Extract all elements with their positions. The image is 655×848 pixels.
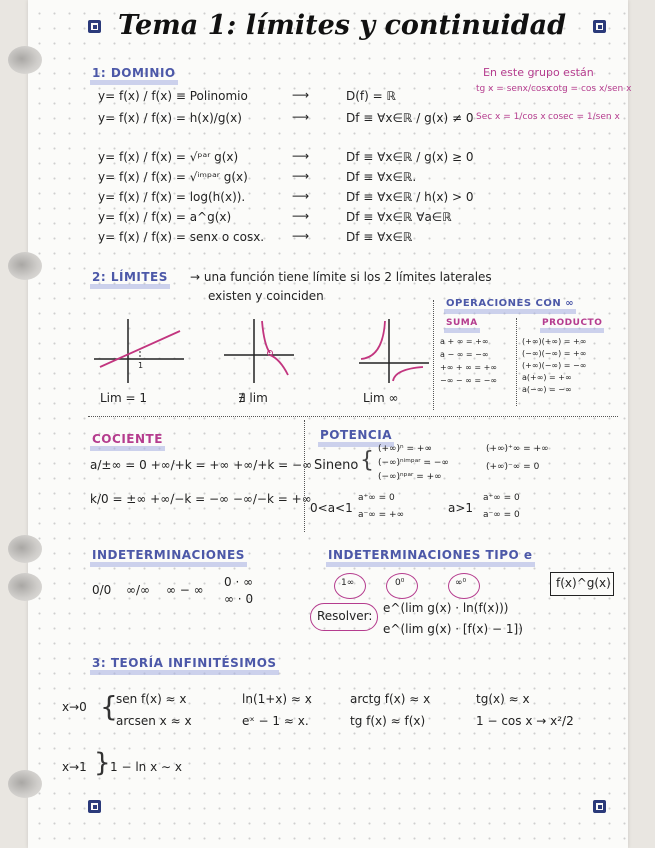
infinitesimo: 1 − ln x ∼ x bbox=[110, 760, 182, 774]
potencia-range: a>1 bbox=[448, 501, 474, 515]
infinitesimo: arcsen x ≈ x bbox=[116, 714, 192, 728]
graph-limit-exists bbox=[88, 315, 188, 387]
dominio-domain: Df ≡ ∀x∈ℝ. bbox=[346, 170, 417, 184]
infinitesimo: eˣ − 1 ≈ x. bbox=[242, 714, 309, 728]
graph-label-no-limit: ∄ lim bbox=[238, 391, 268, 405]
binder-hole bbox=[8, 535, 42, 563]
dominio-domain: Df ≡ ∀x∈ℝ / g(x) ≠ 0 bbox=[346, 111, 474, 125]
suma-rule: +∞ + ∞ = +∞ bbox=[440, 363, 497, 372]
indeterminacion-item: ∞ · 0 bbox=[224, 592, 254, 606]
indet-tipo-e-heading: INDETERMINACIONES TIPO e bbox=[326, 548, 535, 567]
producto-rule: (+∞)(−∞) = −∞ bbox=[522, 361, 587, 370]
resolver-formula: e^(lim g(x) · [f(x) − 1]) bbox=[383, 622, 523, 636]
arrow-icon: ⟶ bbox=[292, 88, 310, 102]
corner-mark-icon bbox=[593, 20, 606, 33]
graph-infinite-limit bbox=[353, 315, 433, 387]
dominio-function: y= f(x) / f(x) = senx o cosx. bbox=[98, 230, 265, 244]
binder-hole bbox=[8, 252, 42, 280]
indet-e-box-formula: f(x)^g(x) bbox=[556, 576, 611, 590]
dominio-domain: Df ≡ ∀x∈ℝ / h(x) > 0 bbox=[346, 190, 474, 204]
potencia-case: (+∞)ⁿ = +∞ bbox=[378, 444, 432, 454]
suma-rule: a − ∞ = −∞ bbox=[440, 350, 489, 359]
arrow-icon: ⟶ bbox=[292, 110, 310, 124]
potencia-right: (+∞)⁻∞ = 0 bbox=[486, 462, 540, 472]
dominio-domain: Df ≡ ∀x∈ℝ ∀a∈ℝ bbox=[346, 210, 452, 224]
dominio-domain: Df ≡ ∀x∈ℝ / g(x) ≥ 0 bbox=[346, 150, 474, 164]
producto-heading: PRODUCTO bbox=[540, 318, 604, 333]
corner-mark-icon bbox=[88, 800, 101, 813]
indeterminacion-item: ∞ − ∞ bbox=[166, 583, 204, 597]
corner-mark-icon bbox=[593, 800, 606, 813]
limites-definition: existen y coinciden bbox=[208, 289, 324, 303]
potencia-case: a⁺∞ = 0 bbox=[483, 493, 520, 503]
potencia-sineno: Sineno bbox=[314, 458, 359, 473]
cociente-rules: k/0 = ±∞ +∞/−k = −∞ −∞/−k = +∞ bbox=[90, 492, 312, 506]
divider bbox=[433, 300, 434, 410]
binder-hole bbox=[8, 770, 42, 798]
potencia-right: (+∞)⁺∞ = +∞ bbox=[486, 444, 549, 454]
cociente-heading: COCIENTE bbox=[90, 432, 165, 451]
dominio-function: y= f(x) / f(x) = √ᵖᵃʳ g(x) bbox=[98, 150, 239, 164]
binder-hole bbox=[8, 573, 42, 601]
producto-rule: a(−∞) = −∞ bbox=[522, 385, 572, 394]
arrow-icon: ⟶ bbox=[292, 189, 310, 203]
infinitesimos-condition: x→1 bbox=[62, 760, 87, 774]
trig-note-title: En este grupo están bbox=[483, 66, 594, 79]
dominio-function: y= f(x) / f(x) = log(h(x)). bbox=[98, 190, 246, 204]
cociente-rules: a/±∞ = 0 +∞/+k = +∞ +∞/+k = −∞ bbox=[90, 458, 313, 472]
divider bbox=[88, 416, 618, 417]
limites-definition: → una función tiene límite si los 2 límites laterales bbox=[190, 270, 492, 284]
graph-no-limit bbox=[218, 315, 298, 387]
potencia-case: a⁺∞ = 0 bbox=[358, 493, 395, 503]
indet-e-form: 1∞ bbox=[341, 578, 355, 588]
page-title: Tema 1: límites y continuidad bbox=[118, 10, 567, 41]
brace-icon: { bbox=[360, 448, 374, 473]
indet-e-form: 0⁰ bbox=[395, 578, 405, 588]
infinitesimo: tg f(x) ≈ f(x) bbox=[350, 714, 426, 728]
trig-note-cosec: cosec = 1/sen x bbox=[548, 112, 620, 122]
dominio-function: y= f(x) / f(x) = a^g(x) bbox=[98, 210, 232, 224]
graph-label-limit-exists: Lim = 1 bbox=[100, 391, 148, 405]
graph-tick-label: 1 bbox=[138, 361, 144, 370]
operaciones-heading: OPERACIONES CON ∞ bbox=[444, 298, 576, 314]
trig-note-sec: Sec x = 1/cos x bbox=[476, 112, 546, 122]
arrow-icon: ⟶ bbox=[292, 149, 310, 163]
dominio-domain: D(f) = ℝ bbox=[346, 89, 397, 103]
infinitesimos-heading: 3: TEORÍA INFINITÉSIMOS bbox=[90, 656, 279, 675]
potencia-range: 0<a<1 bbox=[310, 501, 353, 515]
producto-rule: (+∞)(+∞) = +∞ bbox=[522, 337, 587, 346]
dominio-domain: Df ≡ ∀x∈ℝ bbox=[346, 230, 413, 244]
indeterminaciones-heading: INDETERMINACIONES bbox=[90, 548, 247, 567]
dominio-function: y= f(x) / f(x) ≡ Polinomio bbox=[98, 89, 248, 103]
brace-icon: { bbox=[100, 690, 118, 723]
arrow-icon: ⟶ bbox=[292, 209, 310, 223]
potencia-case: a⁻∞ = 0 bbox=[483, 510, 520, 520]
dominio-function: y= f(x) / f(x) = h(x)/g(x) bbox=[98, 111, 242, 125]
divider bbox=[516, 318, 517, 406]
indeterminacion-item: 0 · ∞ bbox=[224, 575, 254, 589]
notebook-page bbox=[28, 0, 632, 848]
limites-heading: 2: LÍMITES bbox=[90, 270, 170, 289]
infinitesimo: tg(x) ≈ x bbox=[476, 692, 530, 706]
infinitesimo: arctg f(x) ≈ x bbox=[350, 692, 431, 706]
indeterminacion-item: 0/0 bbox=[92, 583, 112, 597]
suma-rule: −∞ − ∞ = −∞ bbox=[440, 376, 497, 385]
arrow-icon: ⟶ bbox=[292, 229, 310, 243]
divider bbox=[304, 420, 305, 532]
graph-label-infinite-limit: Lim ∞ bbox=[363, 391, 399, 405]
infinitesimos-condition: x→0 bbox=[62, 700, 87, 714]
infinitesimo: sen f(x) ≈ x bbox=[116, 692, 187, 706]
indeterminacion-item: ∞/∞ bbox=[126, 583, 151, 597]
potencia-heading: POTENCIA bbox=[318, 428, 394, 447]
arrow-icon: ⟶ bbox=[292, 169, 310, 183]
producto-rule: (−∞)(−∞) = +∞ bbox=[522, 349, 587, 358]
suma-rule: a + ∞ = +∞ bbox=[440, 337, 489, 346]
suma-heading: SUMA bbox=[444, 318, 480, 333]
trig-note-cotg: cotg = cos x/sen x bbox=[548, 84, 632, 94]
potencia-case: a⁻∞ = +∞ bbox=[358, 510, 405, 520]
potencia-case: (−∞)ⁿⁱᵐᵖᵃʳ = −∞ bbox=[378, 458, 449, 468]
indet-e-form: ∞⁰ bbox=[455, 578, 467, 588]
infinitesimo: 1 − cos x → x²/2 bbox=[476, 714, 574, 728]
dominio-function: y= f(x) / f(x) = √ⁱᵐᵖᵃʳ g(x) bbox=[98, 170, 248, 184]
producto-rule: a(+∞) = +∞ bbox=[522, 373, 572, 382]
infinitesimo: ln(1+x) ≈ x bbox=[242, 692, 312, 706]
corner-mark-icon bbox=[88, 20, 101, 33]
dominio-heading: 1: DOMINIO bbox=[90, 66, 178, 85]
potencia-case: (−∞)ⁿᵖᵃʳ = +∞ bbox=[378, 472, 442, 482]
binder-hole bbox=[8, 46, 42, 74]
resolver-label: Resolver: bbox=[317, 609, 373, 623]
brace-icon: } bbox=[94, 748, 111, 778]
trig-note-tg: tg x = senx/cosx bbox=[476, 84, 552, 94]
resolver-formula: e^(lim g(x) · ln(f(x))) bbox=[383, 601, 509, 615]
